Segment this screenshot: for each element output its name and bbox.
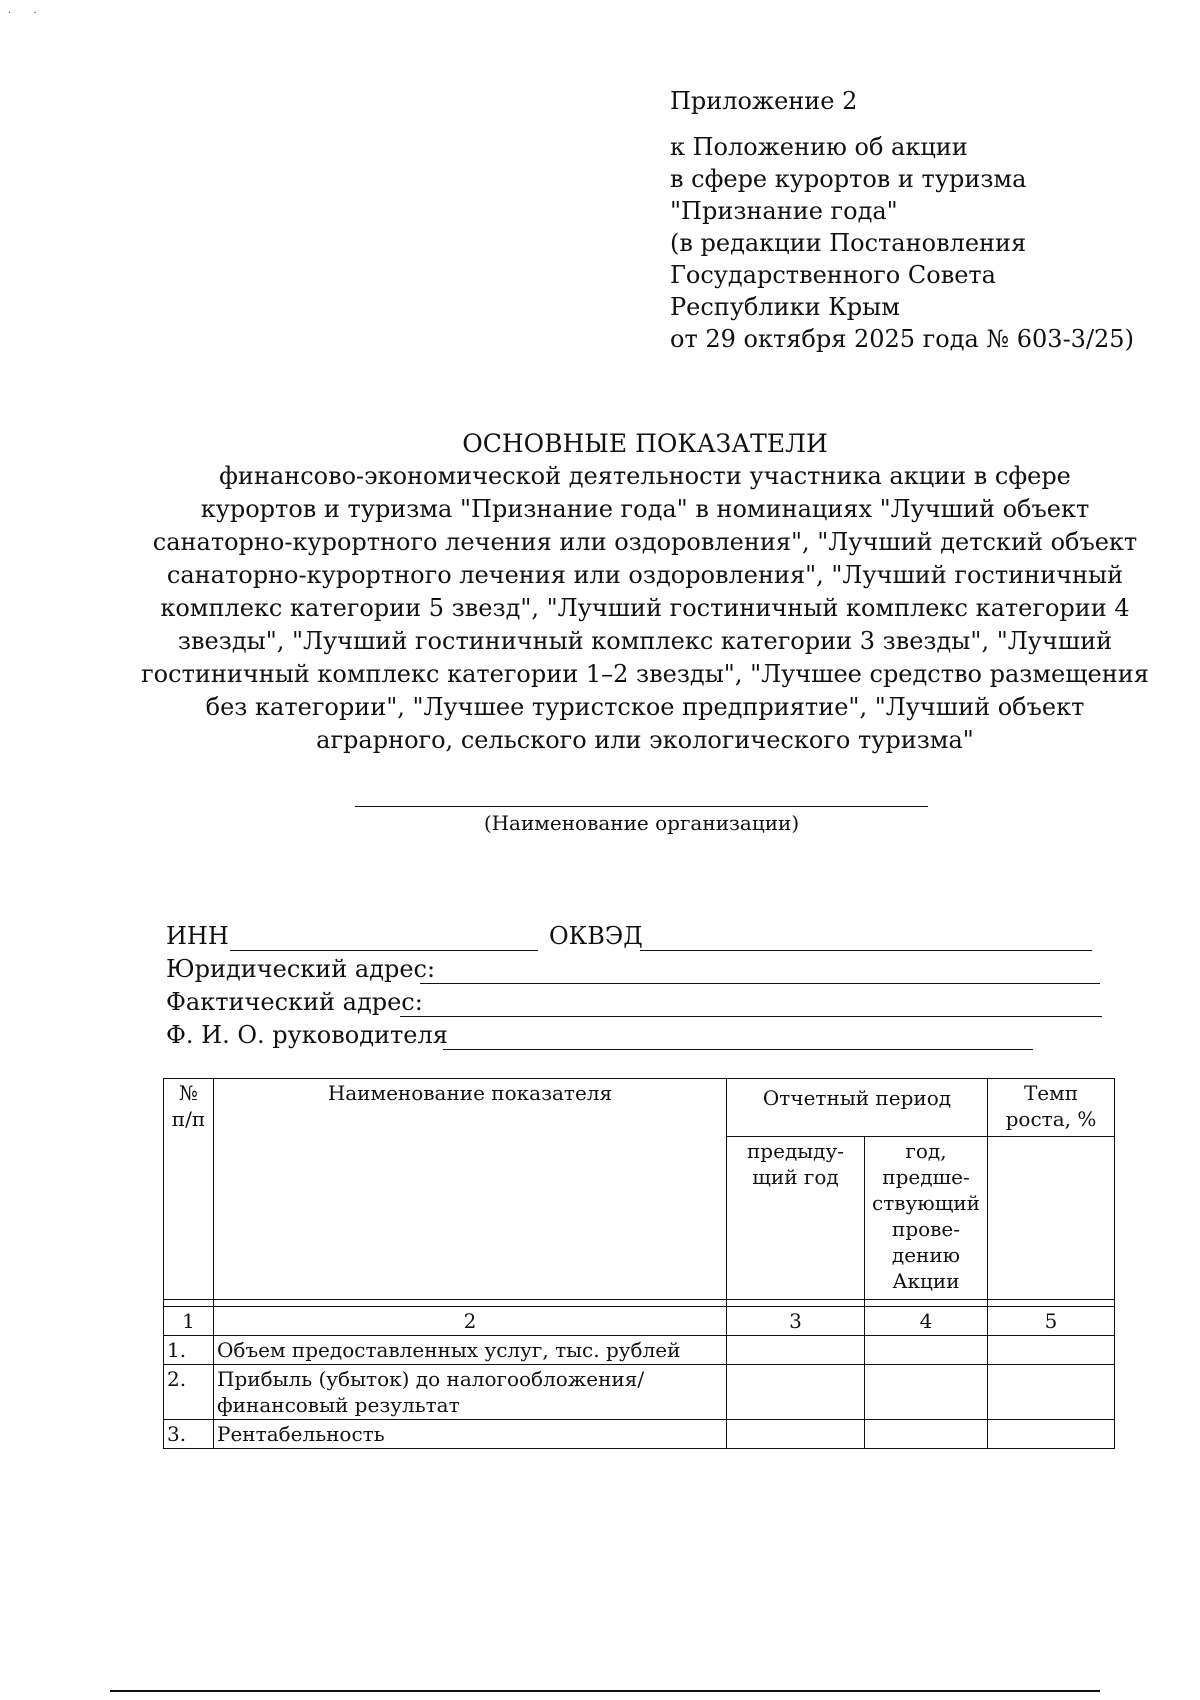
director-field[interactable]	[443, 1049, 1033, 1050]
page-bottom-rule	[110, 1690, 1100, 1692]
subtitle-line: финансово-экономической деятельности участника акции в сфере	[219, 462, 1071, 490]
subtitle-line: санаторно-курортного лечения или оздоровления", "Лучший детский объект	[152, 528, 1138, 556]
header-indicator-name: Наименование показателя	[214, 1079, 727, 1300]
row-num: 3.	[164, 1420, 214, 1449]
appendix-line: (в редакции Постановления	[670, 229, 1027, 257]
column-numbers-row	[164, 1307, 1115, 1336]
appendix-block	[670, 85, 1134, 355]
appendix-line: Республики Крым	[670, 293, 900, 321]
appendix-line: от 29 октября 2025 года № 603-3/25)	[670, 325, 1134, 353]
row-cell-year-before-action[interactable]	[865, 1336, 988, 1365]
row-num: 1.	[164, 1336, 214, 1365]
inn-field[interactable]	[230, 950, 538, 951]
subtitle-line: курортов и туризма "Признание года" в номинациях "Лучший объект	[200, 495, 1090, 523]
column-number: 2	[214, 1307, 727, 1336]
document-title: ОСНОВНЫЕ ПОКАЗАТЕЛИ	[462, 429, 828, 458]
table-row	[164, 1365, 1115, 1420]
row-cell-growth-rate[interactable]	[988, 1365, 1115, 1420]
header-year-before-action: год, предше-ствующий прове-дению Акции	[865, 1137, 988, 1300]
column-number: 3	[727, 1307, 865, 1336]
row-indicator-name: Прибыль (убыток) до налогообложения/ финансовый результат	[214, 1365, 727, 1420]
row-indicator-name: Рентабельность	[214, 1420, 727, 1449]
actual-address-label: Фактический адрес:	[166, 988, 423, 1016]
legal-address-field[interactable]	[420, 983, 1100, 984]
actual-address-field[interactable]	[400, 1016, 1102, 1017]
header-previous-year: предыду-щий год	[727, 1137, 865, 1300]
appendix-heading: Приложение 2	[670, 87, 858, 115]
director-label: Ф. И. О. руководителя	[166, 1021, 448, 1049]
subtitle-line: без категории", "Лучшее туристское предприятие", "Лучший объект	[205, 693, 1085, 721]
indicators-table	[163, 1078, 1115, 1449]
table-row	[164, 1420, 1115, 1449]
organization-name-line[interactable]	[355, 806, 928, 807]
okved-field[interactable]	[640, 950, 1092, 951]
document-subtitle	[120, 460, 1170, 757]
column-number: 5	[988, 1307, 1115, 1336]
row-cell-previous-year[interactable]	[727, 1336, 865, 1365]
header-growth-rate: Темп роста, %	[988, 1079, 1115, 1137]
subtitle-line: санаторно-курортного лечения или оздоровления", "Лучший гостиничный	[166, 561, 1124, 589]
header-num: № п/п	[164, 1079, 214, 1300]
row-cell-previous-year[interactable]	[727, 1365, 865, 1420]
inn-label: ИНН	[166, 922, 229, 950]
legal-address-label: Юридический адрес:	[166, 955, 436, 983]
row-cell-growth-rate[interactable]	[988, 1420, 1115, 1449]
header-reporting-period: Отчетный период	[727, 1079, 988, 1137]
row-indicator-name: Объем предоставленных услуг, тыс. рублей	[214, 1336, 727, 1365]
column-number: 4	[865, 1307, 988, 1336]
subtitle-line: аграрного, сельского или экологического туризма"	[316, 726, 974, 754]
row-cell-growth-rate[interactable]	[988, 1336, 1115, 1365]
table-gap	[164, 1300, 1115, 1307]
subtitle-line: звезды", "Лучший гостиничный комплекс категории 3 звезды", "Лучший	[177, 627, 1113, 655]
row-num: 2.	[164, 1365, 214, 1420]
column-number: 1	[164, 1307, 214, 1336]
table-row	[164, 1336, 1115, 1365]
appendix-line: Государственного Совета	[670, 261, 996, 289]
row-cell-previous-year[interactable]	[727, 1420, 865, 1449]
subtitle-line: комплекс категории 5 звезд", "Лучший гостиничный комплекс категории 4	[160, 594, 1130, 622]
row-cell-year-before-action[interactable]	[865, 1420, 988, 1449]
table-header-row	[164, 1079, 1115, 1137]
scan-marks: · ·	[8, 8, 37, 19]
subtitle-line: гостиничный комплекс категории 1–2 звезды", "Лучшее средство размещения	[141, 660, 1149, 688]
row-cell-year-before-action[interactable]	[865, 1365, 988, 1420]
appendix-line: "Признание года"	[670, 197, 898, 225]
organization-name-caption: (Наименование организации)	[483, 811, 800, 835]
okved-label: ОКВЭД	[549, 922, 643, 950]
appendix-line: в сфере курортов и туризма	[670, 165, 1027, 193]
appendix-line: к Положению об акции	[670, 133, 968, 161]
header-growth-empty	[988, 1137, 1115, 1300]
